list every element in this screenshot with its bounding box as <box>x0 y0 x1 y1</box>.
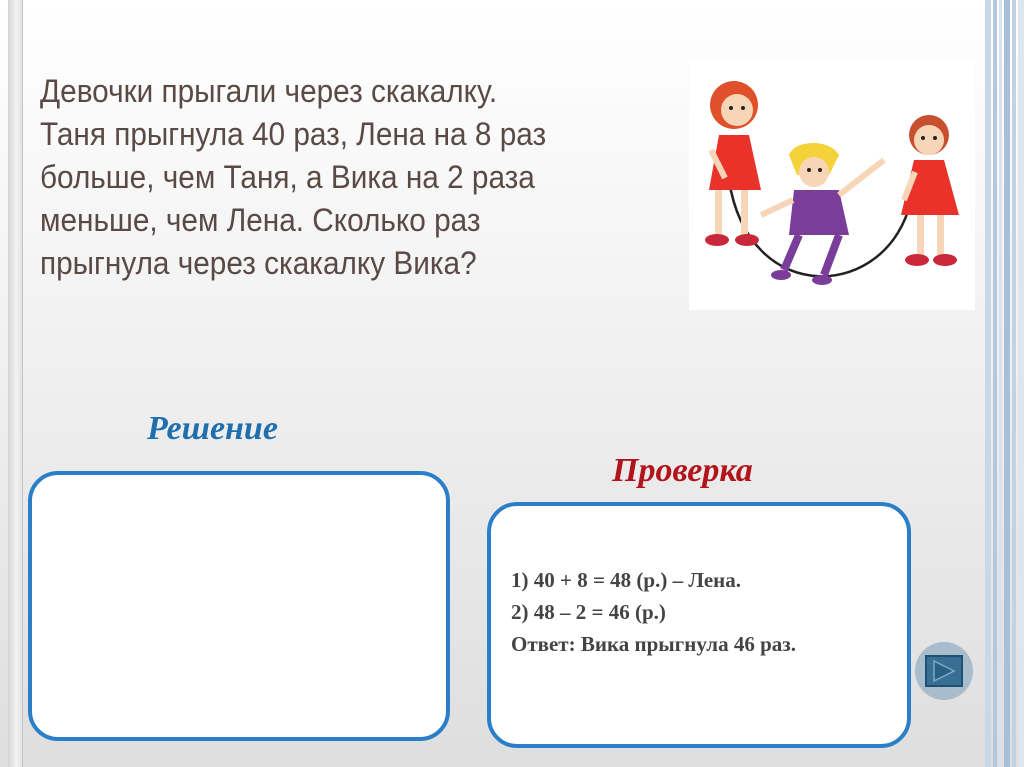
play-next-icon <box>914 641 974 701</box>
problem-line: больше, чем Таня, а Вика на 2 раза <box>40 159 535 195</box>
girls-jumping-rope-illustration <box>689 60 975 310</box>
next-slide-button[interactable] <box>914 641 974 701</box>
decorative-stripe <box>993 0 997 767</box>
check-line: Ответ: Вика прыгнула 46 раз. <box>511 632 796 656</box>
check-line: 2) 48 – 2 = 46 (р.) <box>511 600 666 624</box>
problem-line: меньше, чем Лена. Сколько раз <box>40 202 481 238</box>
check-lines <box>511 564 796 660</box>
decorative-stripe <box>985 0 991 767</box>
check-line: 1) 40 + 8 = 48 (р.) – Лена. <box>511 568 742 592</box>
problem-line: прыгнула через скакалку Вика? <box>40 245 477 281</box>
page-frame-line <box>22 0 23 767</box>
solution-heading: Решение <box>147 410 278 447</box>
solution-box <box>28 471 450 741</box>
check-heading: Проверка <box>612 452 753 489</box>
page-frame-left <box>8 0 22 767</box>
check-box <box>487 502 911 748</box>
problem-text <box>40 70 635 285</box>
decorative-stripe <box>1018 0 1024 767</box>
decorative-stripe <box>999 0 1002 767</box>
problem-line: Таня прыгнула 40 раз, Лена на 8 раз <box>40 116 547 152</box>
problem-line: Девочки прыгали через скакалку. <box>40 73 498 109</box>
decorative-stripe <box>1012 0 1016 767</box>
decorative-stripe <box>1004 0 1010 767</box>
